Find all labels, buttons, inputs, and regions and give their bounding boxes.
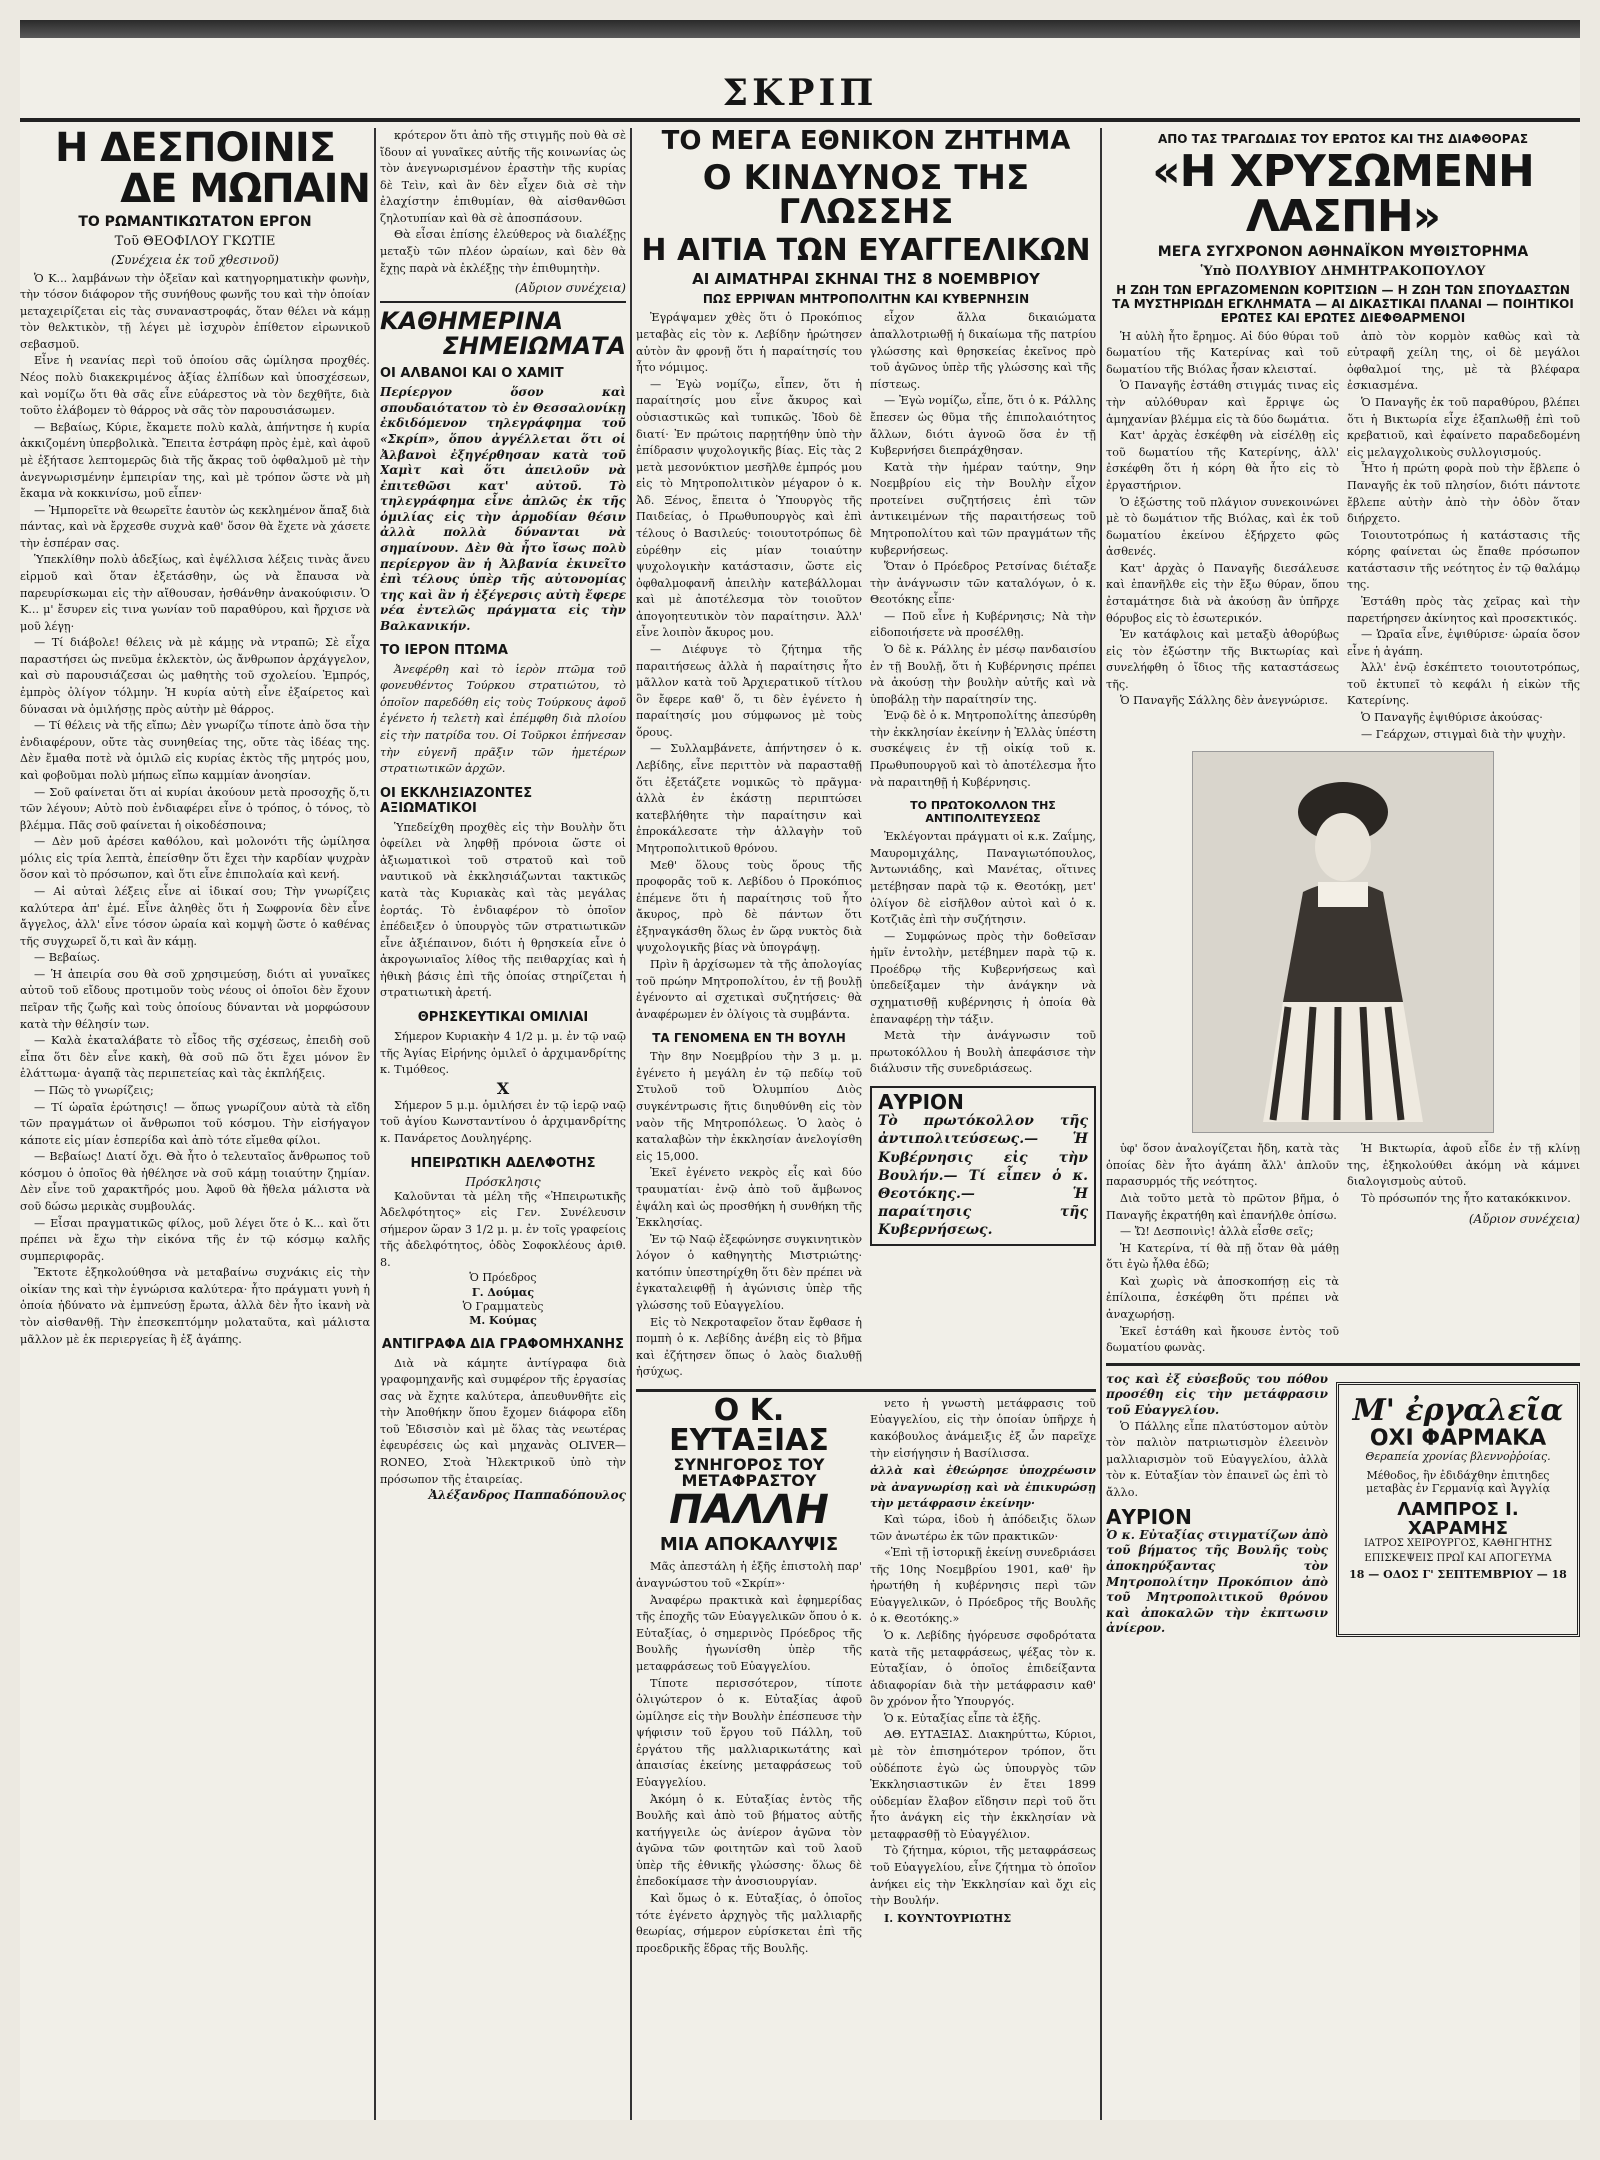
paragraph: Ὑπεκλίθην πολὺ ἀδεξίως, καὶ ἐψέλλισα λέξεις τινὰς ἄνευ εἱρμοῦ καὶ ὅταν ἐξετάσθην, ὡς νὰ ἔπαυσα νὰ παρευρίσκωμαι εἰς τὴν αἴθουσαν, ἠσθάνθην ἀνακούφισιν. Ὁ Κ... μ' ἔσυρεν εἰς τινα γωνίαν τοῦ παραθύρου, καὶ ἤρχισε νὰ μοῦ λέγῃ·	[20, 553, 370, 633]
ad-profession: ΙΑΤΡΟΣ ΧΕΙΡΟΥΡΓΟΣ, ΚΑΘΗΓΗΤΗΣ	[1364, 1537, 1552, 1549]
section-heading: ΤΑ ΓΕΝΟΜΕΝΑ ΕΝ ΤΗ ΒΟΥΛΗ	[652, 1031, 846, 1046]
section-rule	[636, 1389, 1096, 1392]
paragraph: — Βεβαίως! Διατί ὄχι. Θὰ ἦτο ὁ τελευταῖος ἄνθρωπος τοῦ κόσμου ὁ ὁποῖος θὰ ἠθέλησε νὰ σοῦ κάμῃ τοιαύτην ζημίαν. Δὲν εἶνε τοῦ χαρακτῆρός μου. Ἀφοῦ θὰ ἤθελα μάλιστα νὰ σοῦ δώσω μερικὰς συμβουλάς.	[20, 1150, 370, 1213]
paragraph: Καὶ χωρὶς νὰ ἀποσκοπήσῃ εἰς τὰ ἐπίλοιπα, ἐσκέφθη ὅτι πρέπει νὰ ἀναχωρήσῃ.	[1106, 1274, 1339, 1321]
paragraph: Εἰς τὸ Νεκροταφεῖον ὅταν ἔφθασε ἡ πομπὴ ὁ κ. Λεβίδης ἀνέβη εἰς τὸ βῆμα καὶ ἐζήτησεν ὅπως ὁ λαὸς διαλυθῇ ἡσύχως.	[636, 1315, 862, 1379]
item-heading: ΑΝΤΙΓΡΑΦΑ ΔΙΑ ΓΡΑΦΟΜΗΧΑΝΗΣ	[381, 1336, 625, 1352]
paragraph: Ἐκλέγονται πράγματι οἱ κ.κ. Ζαΐμης, Μαυρομιχάλης, Παναγιωτόπουλος, Ἀντωνιάδης, καὶ Μανέτας, οἵτινες μετέβησαν παρὰ τῷ κ. Θεοτόκῃ, μετ' ὀλίγον δὲ εἰσῆλθον αὐτοὶ καὶ ὁ κ. Κοτζιᾶς ἐπὶ τὴν συζήτησιν.	[870, 830, 1096, 927]
subhead: ΤΟ ΡΩΜΑΝΤΙΚΩΤΑΤΟΝ ΕΡΓΟΝ	[78, 213, 312, 230]
column-divider	[374, 128, 376, 2120]
headline: Ο ΚΙΝΔΥΝΟΣ ΤΗΣ ΓΛΩΣΣΗΣ	[702, 157, 1030, 233]
illustration-woman	[1192, 751, 1494, 1133]
kicker: ΤΟ ΜΕΓΑ ΕΘΝΙΚΟΝ ΖΗΤΗΜΑ	[661, 128, 1071, 156]
paragraph: — Ἡ ἀπειρία σου θὰ σοῦ χρησιμεύσῃ, διότι αἱ γυναῖκες αὐτοῦ τοῦ εἴδους προτιμοῦν τοὺς νέους οἱ ὁποῖοι δὲν ἔχουν πεῖραν τῆς ζωῆς καὶ τοὺς ὁποίους δύνανται νὰ μορφώσουν κατὰ τὴν θέλησίν των.	[20, 967, 370, 1031]
paragraph: Ἀκόμη ὁ κ. Εὐταξίας ἐντὸς τῆς Βουλῆς καὶ ἀπὸ τοῦ βήματος αὐτῆς κατήγγειλε ὡς ἀνίερον ἀγῶνα τὸν ἀγῶνα τῶν φοιτητῶν καὶ τοῦ λαοῦ ὑπὲρ τῆς ἐθνικῆς γλώσσης· ὅλως δὲ ἐπεδοκίμασε τὴν ἀνοσιουργίαν.	[636, 1792, 862, 1889]
section-rule	[1106, 1363, 1580, 1366]
paragraph: Ὁ δὲ κ. Ράλλης ἐν μέσῳ πανδαισίου ἐν τῇ Βουλῇ, ὅτι ἡ Κυβέρνησις πρέπει νὰ ἀκούσῃ τὴν βουλὴν αὐτῆς καὶ νὰ ὑποβάλῃ τὴν παραίτησίν της.	[870, 643, 1096, 706]
paragraph: Καὶ τώρα, ἰδοὺ ἡ ἀπόδειξις ὅλων τῶν ἀνωτέρω ἐκ τῶν πρακτικῶν·	[870, 1512, 1096, 1543]
item-heading: ΤΟ ΙΕΡΟΝ ΠΤΩΜΑ	[380, 642, 508, 658]
paragraph: Ὁ κ. Εὐταξίας εἶπε τὰ ἑξῆς.	[884, 1711, 1041, 1725]
paragraph: — Τί θέλεις νὰ τῆς εἴπω; Δὲν γνωρίζω τίποτε ἀπὸ ὅσα τὴν ἐνδιαφέρουν, οὔτε τὰς συνηθείας της, οὔτε τὰς ἰδέας της. Δὲν ἔμαθα ποτὲ νὰ ὁμιλῶ εἰς κυρίας ἐκτὸς τῆς μητρός μου, καὶ φοβοῦμαι πολὺ μήπως εἴπω καμμίαν ἀνοησίαν.	[20, 719, 370, 782]
paragraph: Ἐνῷ δὲ ὁ κ. Μητροπολίτης ἀπεσύρθη τὴν ἐκκλησίαν ἐκείνην ἡ Ἐλλὰς ὑπέστη συσκέψεις ἐν τῇ οἰκίᾳ τοῦ κ. Πρωθυπουργοῦ καὶ τὸ ἀποτέλεσμα ἦτο νὰ παραιτηθῇ ἡ Κυβέρνησις.	[870, 709, 1096, 789]
subcolumn-right	[1347, 329, 1580, 743]
item-body: Σήμερον Κυριακὴν 4 1/2 μ. μ. ἐν τῷ ναῷ τῆς Ἁγίας Εἰρήνης ὁμιλεῖ ὁ ἀρχιμανδρίτης κ. Τιμόθεος.	[380, 1030, 626, 1077]
tomorrow-text: Τὸ πρωτόκολλον τῆς ἀντιπολιτεύσεως.— Ἡ Κυβέρνησις εἰς τὴν Βουλήν.— Τί εἶπεν ὁ κ. Θεοτόκης.— Ἡ παραίτησις τῆς Κυβερνήσεως.	[878, 1113, 1088, 1239]
separator-x: X	[496, 1078, 510, 1098]
column-1	[20, 128, 370, 2120]
paragraph: Μᾶς ἀπεστάλη ἡ ἑξῆς ἐπιστολὴ παρ' ἀναγνώστου τοῦ «Σκρίπ»·	[636, 1560, 862, 1591]
paragraph: — Ὤ! Δεσποινὶς! ἀλλὰ εἶσθε σεῖς;	[1120, 1225, 1314, 1239]
bottom-left	[1106, 1372, 1328, 1637]
deck: Η ΖΩΗ ΤΩΝ ΕΡΓΑΖΟΜΕΝΩΝ ΚΟΡΙΤΣΙΩΝ — Η ΖΩΗ ΤΩΝ ΣΠΟΥΔΑΣΤΩΝ ΤΑ ΜΥΣΤΗΡΙΩΔΗ ΕΓΚΛΗΜΑΤΑ — ΑΙ ΔΙΚΑΣΤΙΚΑΙ ΠΛΑΝΑΙ — ΠΟΙΗΤΙΚΟΙ ΕΡΩΤΕΣ ΚΑΙ ΕΡΩΤΕΣ ΔΙΕΦΘΑΡΜΕΝΟΙ	[1112, 282, 1574, 325]
subcolumn-right	[1347, 1141, 1580, 1357]
item-body: Ἀνεφέρθη καὶ τὸ ἱερὸν πτῶμα τοῦ φονευθέντος Τούρκου στρατιώτου, τὸ ὁποῖον παρεδόθη εἰς τοὺς Τούρκους ἀφοῦ ἐγένετο ἡ τελετὴ καὶ ἐπέμφθη διὰ πλοίου εἰς τὴν πατρίδα του. Οἱ Τοῦρκοι ἐπήνεσαν τὴν εὐγενῆ πρᾶξιν τῶν ἡμετέρων στρατιωτικῶν ἀρχῶν.	[380, 662, 626, 776]
paragraph: Ὁ Κ... λαμβάνων τὴν ὀξεῖαν καὶ κατηγορηματικὴν φωνὴν, τὴν τόσον διάφορον τῆς συνήθους φωνῆς του καὶ τὴν ὁποίαν μεταχειρίζεται εἰς τὰς συναναστροφάς, ὅταν θέλει νὰ κάμῃ τὸν θελκτικὸν, τῇ λέγει μὲ ἰσχυρὸν ἐπίθετον εἰρωνικοῦ σεβασμοῦ.	[20, 271, 370, 351]
ad-name: ΛΑΜΠΡΟΣ Ι. ΧΑΡΑΜΗΣ	[1397, 1499, 1519, 1539]
paragraph: Μεθ' ὅλους τοὺς ὅρους τῆς προφορᾶς τοῦ κ. Λεβίδου ὁ Προκόπιος ἐπέμενε ὅτι ἡ παραίτησις τοῦ ἦτο ἄκυρος, πρὸ δὲ πάντων ὅτι ἐξηναγκάσθη ὅλως ἐν ὥρᾳ νυκτὸς διὰ ψυχολογικῆς βίας νὰ ὑπογράψῃ.	[636, 858, 862, 955]
item-heading: ΘΡΗΣΚΕΥΤΙΚΑΙ ΟΜΙΛΙΑΙ	[417, 1010, 589, 1026]
paragraph: νετο ἡ γνωστὴ μετάφρασις τοῦ Εὐαγγελίου, εἰς τὴν ὁποίαν ὑπῆρχε ἡ κακόβουλος ἀνάμειξις ἐξ ὧν παρεῖχε τὴν εἰσήγησιν ἡ Βασίλισσα.	[870, 1396, 1096, 1460]
masthead-rule	[20, 118, 1580, 122]
paragraph: Μετὰ τὴν ἀνάγνωσιν τοῦ πρωτοκόλλου ἡ Βουλὴ ἀπεφάσισε τὴν διάλυσιν τῆς συνεδριάσεως.	[870, 1029, 1096, 1076]
paragraph: Ἡ Κατερίνα, τί θὰ πῇ ὅταν θὰ μάθῃ ὅτι ἐγὼ ἦλθα ἐδῶ;	[1106, 1241, 1339, 1272]
column-2	[380, 128, 626, 2120]
novel-two-columns	[1106, 329, 1580, 743]
paragraph: ἀπὸ τὸν κορμὸν καθὼς καὶ τὰ εὐτραφῆ χείλη της, οἱ δὲ μεγάλοι ὀφθαλμοί της, μὲ τὰ βλέφαρα ἐσκιασμένα.	[1347, 329, 1580, 393]
paragraph: Ἀναφέρω πρακτικὰ καὶ ἐφημερίδας τῆς ἐποχῆς τῶν Εὐαγγελικῶν ὅπου ὁ κ. Εὐταξίας, ὁ σημερινὸς Πρόεδρος τῆς Βουλῆς ἠγωνίσθη ὑπὲρ τῆς μεταφράσεως τοῦ Εὐαγγελίου.	[636, 1593, 862, 1673]
paragraph: — Τί διάβολε! θέλεις νὰ μὲ κάμῃς νὰ ντραπῶ; Σὲ εἶχα παραστήσει ὡς πνεῦμα ἐκλεκτὸν, ὡς ἄνθρωπον ἀρχάγγελον, καὶ σὺ παρουσιάζεσαι ὡς μαθητὴς τοῦ σχολείου. Ἐμπρός, ἐμπρὸς ὀλίγον τόλμην. Ἡ κυρία αὐτὴ εἶνε ἐξαίρετος καὶ δύνασαι νὰ ὁμιλήσῃς πρὸς αὐτὴν μὲ θάρρος.	[20, 636, 370, 716]
section-heading: ΤΟ ΠΡΩΤΟΚΟΛΛΟΝ ΤΗΣ ΑΝΤΙΠΟΛΙΤΕΥΣΕΩΣ	[910, 799, 1056, 826]
item-body: Σήμερον 5 μ.μ. ὁμιλήσει ἐν τῷ ἱερῷ ναῷ τοῦ ἁγίου Κωνσταντίνου ὁ ἀρχιμανδρίτης κ. Πανάρετος Δουληγέρης.	[380, 1098, 626, 1145]
paragraph: Τὸ πρόσωπόν της ἦτο κατακόκκινον.	[1361, 1191, 1571, 1205]
subcolumn-left	[1106, 329, 1339, 743]
paragraph: Καὶ ὅμως ὁ κ. Εὐταξίας, ὁ ὁποῖος τότε ἐγένετο ἀρχηγὸς τῆς μαλλιαρῆς θεωρίας, σήμερον εὑρίσκεται ἐπὶ τῆς προεδρικῆς ἕδρας τῆς Βουλῆς.	[636, 1892, 862, 1955]
item-body-wrap	[380, 662, 626, 778]
subcolumn-left	[636, 310, 862, 1380]
subcolumn-left	[636, 1392, 862, 1957]
paragraph-emphasis: ἀλλὰ καὶ ἐθεώρησε ὑποχρέωσιν νὰ ἀναγνωρίσῃ καὶ νὰ ἐπικυρώσῃ τὴν μετάφρασιν ἐκείνην·	[870, 1463, 1096, 1511]
doctor-advert	[1336, 1382, 1580, 1637]
paragraph-emphasis: τος καὶ ἐξ εὐσεβοῦς του πόθου προσέθη εἰς τὴν μετάφρασιν τοῦ Εὐαγγελίου.	[1106, 1371, 1328, 1417]
paragraph: — Σοῦ φαίνεται ὅτι αἱ κυρίαι ἀκούουν μετὰ προσοχῆς ὅ,τι τῶν λέγουν; Αὐτὸ ποὺ ἐνδιαφέρει εἶνε ὁ τρόπος, ὁ τόνος, τὸ βλέμμα. Πᾶς σοῦ φαίνεται ἡ οἰκοδέσποινα;	[20, 785, 370, 832]
paragraph: «Ἐπὶ τῇ ἱστορικῇ ἐκείνῃ συνεδριάσει τῆς 10ης Νοεμβρίου 1901, καθ' ἣν ἠρωτήθη ἡ κυβέρνησις περὶ τῶν Εὐαγγελικῶν, ὁ Πρόεδρος τῆς Βουλῆς ὁ κ. Θεοτόκης.»	[870, 1546, 1096, 1626]
eutaxias-article	[636, 1392, 1096, 1957]
signature-name: Μ. Κούμας	[469, 1314, 537, 1328]
ad-line: Θεραπεία χρονίας βλεννοῤῥοίας.	[1365, 1450, 1551, 1464]
ad-hours: ΕΠΙΣΚΕΨΕΙΣ ΠΡΩΪ ΚΑΙ ΑΠΟΓΕΥΜΑ	[1364, 1552, 1552, 1564]
ad-title: Μ' ἐργαλεῖα	[1352, 1392, 1564, 1428]
paragraph: Ἐστάθη πρὸς τὰς χεῖρας καὶ τὴν παρετήρησεν ἀκίνητος καὶ προσεκτικός.	[1347, 595, 1580, 625]
continuation-note: (Συνέχεια ἐκ τοῦ χθεσινοῦ)	[111, 252, 279, 267]
section-title: ΣΗΜΕΙΩΜΑΤΑ	[442, 331, 626, 360]
headline: ΣΥΝΗΓΟΡΟΣ ΤΟΥ ΜΕΤΑΦΡΑΣΤΟΥ	[673, 1455, 825, 1491]
kicker: ΑΠΟ ΤΑΣ ΤΡΑΓΩΔΙΑΣ ΤΟΥ ΕΡΩΤΟΣ ΚΑΙ ΤΗΣ ΔΙΑΦΘΟΡΑΣ	[1157, 132, 1529, 146]
paragraph: Ὁ Παναγῆς ἐκ τοῦ παραθύρου, βλέπει ὅτι ἡ Βικτωρία εἶχε ἐξαπλωθῇ ἐπὶ τοῦ κρεβατιοῦ, καὶ ἐφαίνετο παραδεδομένη εἰς μελαγχολικοὺς συλλογισμούς.	[1347, 396, 1580, 459]
headline: «Η ΧΡΥΣΩΜΕΝΗ ΛΑΣΠΗ»	[1152, 146, 1534, 242]
item-body-wrap	[380, 1029, 626, 1147]
paragraph: Ἡ αὐλὴ ἦτο ἔρημος. Αἱ δύο θύραι τοῦ δωματίου τῆς Κατερίνας καὶ τοῦ δωματίου τῆς Βιόλας ἦσαν κλεισταί.	[1106, 329, 1339, 376]
paragraph: — Ὡραῖα εἶνε, ἐψιθύρισε· ὡραία ὅσον εἶνε ἡ ἀγάπη.	[1347, 628, 1580, 658]
signature-role: Ὁ Πρόεδρος	[469, 1271, 537, 1285]
subcolumn-right	[870, 1396, 1096, 1957]
woman-portrait-icon	[1193, 752, 1493, 1132]
item-body-wrap	[380, 820, 626, 1002]
headline: Ο Κ. ΕΥΤΑΞΙΑΣ	[669, 1392, 829, 1459]
paragraph: Ὁ Παναγῆς ἐστάθη στιγμάς τινας εἰς τὴν αὐλόθυραν καὶ ἔρριψε ὡς ἀμηχανίαν βλέμμα εἰς τὰ δύο δωμάτια.	[1106, 379, 1339, 426]
paragraph: — Βεβαίως.	[34, 951, 101, 965]
article-continuation	[380, 128, 626, 277]
headline: ΔΕ ΜΩΠΑΙΝ	[120, 165, 370, 212]
paragraph: Ὁ Πάλλης εἶπε πλατύστομον αὐτὸν τὸν παλιὸν πατριωτισμὸν ἐλεεινὸν μαλλιαρισμὸν τοῦ Εὐαγγελίου, ἀλλὰ τὸν κ. Εὐταξίαν τὸν ἐπαινεῖ ὡς ἐπὶ τὸ ἄλλο.	[1106, 1419, 1328, 1499]
ad-address: 18 — ΟΔΟΣ Γ' ΣΕΠΤΕΜΒΡΙΟΥ — 18	[1349, 1567, 1567, 1581]
ad-text: Μέθοδος, ἣν ἐδιδάχθην ἐπιτηδες μεταβὰς ἐν Γερμανίᾳ καὶ Ἀγγλίᾳ	[1365, 1469, 1551, 1496]
paragraph: Κατ' ἀρχὰς ἐσκέφθη νὰ εἰσέλθῃ εἰς τοῦ δωματίου τῆς Κατερίνης, ἀλλ' ἐσκέφθη ὅτι ἡ κόρη θὰ ἦτο εἰς τὸ ἐργαστήριον.	[1106, 429, 1339, 492]
paragraph: κρότερον ὅτι ἀπὸ τῆς στιγμῆς ποὺ θὰ σὲ ἴδουν αἱ γυναῖκες αὐτῆς τῆς κοινωνίας ὡς τὸν ἀνεγνωρισμένον ἐραστὴν τῆς κυρίας δὲ Τεὶν, καὶ ἂν δὲν εἶχεν διὰ σὲ τὴν ἐλαχίστην ἐπιθυμίαν, θὰ αἰσθανθῶσι ζηλοτυπίαν καὶ θὰ σὲ ἀποσπάσουν.	[380, 129, 626, 225]
column-divider	[1100, 128, 1102, 2120]
paragraph: Τὸ ζήτημα, κύριοι, τῆς μεταφράσεως τοῦ Εὐαγγελίου, εἶνε ζήτημα τὸ ὁποῖον ἀνήκει εἰς τὴν Ἐκκλησίαν καὶ ὄχι εἰς τὴν Βουλήν.	[870, 1844, 1096, 1908]
byline: Ὑπὸ ΠΟΛΥΒΙΟΥ ΔΗΜΗΤΡΑΚΟΠΟΥΛΟΥ	[1200, 263, 1486, 279]
item-body: Περίεργον ὅσον καὶ σπουδαιότατον τὸ ἐν Θεσσαλονίκῃ ἐκδιδόμενον τηλεγράφημα τοῦ «Σκρίπ», ὅπου ἀγγέλλεται ὅτι οἱ Ἀλβανοὶ ἐξηγέρθησαν κατὰ τοῦ Χαμὶτ καὶ ὅτι ἀπειλοῦν νὰ ἐπιτεθῶσι κατ' αὐτοῦ. Τὸ τηλεγράφημα εἶνε ἀπλῶς ἐκ τῆς ὁμιλίας εἰς τὴν ἁρμοδίαν θέσιν ἀλλὰ πολλὰ δύνανται νὰ σημαίνουν. Δὲν θὰ ἦτο ἴσως πολὺ περίεργον ἂν ἡ Ἀλβανία ἐκινεῖτο ἐπὶ τέλους ὑπὲρ τῆς αὐτονομίας της καὶ ἂν ἡ ἐξέγερσις αὐτὴ ἔφερε νέα ἐντελῶς πράγματα εἰς τὴν Βαλκανικήν.	[380, 385, 626, 634]
subcolumn-left	[1106, 1141, 1339, 1357]
newspaper-page	[20, 20, 1580, 2120]
paragraph: Ὁ ἐξώστης τοῦ πλάγιον συνεκοινώνει μὲ τὸ δωμάτιον τῆς Βιόλας, καὶ ἐκ τοῦ δωματίου ἐκείνου ἐξήρχετο φῶς ἀσθενές.	[1106, 495, 1339, 559]
signature-name: Γ. Δούμας	[471, 1285, 535, 1299]
item-body-wrap	[380, 1189, 626, 1272]
paragraph: Ἐκεῖ ἐγένετο νεκρὸς εἷς καὶ δύο τραυματίαι· ἐνῷ ἀπὸ τοῦ ἄμβωνος ἐψάλη καὶ ὡς προσθήκη ἡ συνθήκη τῆς Ἐκκλησίας.	[636, 1166, 862, 1230]
paragraph: Τὴν 8ην Νοεμβρίου τὴν 3 μ. μ. ἐγένετο ἡ μεγάλη ἐν τῷ πεδίῳ τοῦ Στυλοῦ τοῦ Ὀλυμπίου Διὸς συγκέντρωσις ἥτις διηυθύνθη εἰς τὸν ναὸν τῆς Μητροπόλεως. Ὁ λαὸς ὁ καταλαβὼν τὴν ἐκκλησίαν ἀνελογίσθη εἰς 15,000.	[636, 1050, 862, 1163]
column-divider	[630, 128, 632, 2120]
paragraph: Ἐγράψαμεν χθὲς ὅτι ὁ Προκόπιος μεταβὰς εἰς τὸν κ. Λεβίδην ἠρώτησεν αὐτὸν ἂν φρονῇ ὅτι ἡ παραίτησίς του ἦτο νόμιμος.	[636, 311, 862, 375]
section-rule	[380, 301, 626, 303]
ad-subtitle: ΟΧΙ ΦΑΡΜΑΚΑ	[1369, 1425, 1547, 1451]
headline: Η ΔΕΣΠΟΙΝΙΣ	[54, 128, 336, 171]
paragraph: — Ἐγὼ νομίζω, εἶπεν, ὅτι ἡ παραίτησίς μου εἶνε ἄκυρος καὶ οὐσιαστικῶς καὶ τυπικῶς. Ἰδοὺ δὲ διατί· Ἐν πρώτοις παρῃτήθην ὑπὸ τὴν ἐπίδρασιν ψυχολογικῆς βίας. Εἰς τὰς 2 μετὰ μεσονύκτιον μεσῆλθε ἐμπρός μου εἰς τὸ Μητροπολιτικὸν μέγαρον ὁ κ. Ἀδ. Ξένος, ἔπειτα ὁ Ὑπουργὸς τῆς Παιδείας, ὁ Πρωθυπουργὸς καὶ ἐπὶ τέλους ὁ Βασιλεύς· τοιουτοτρόπως δὲ εὑρέθην εἰς μίαν τοιαύτην ψυχολογικὴν κατάστασιν, ὥστε εἰς ὀφθαλμοφανῆ ἀπειλὴν κατεβάλλομαι καὶ μὲ ἀποτέλεσμα τὸν τοιοῦτον ἀπογοητευτικὸν τὸν παραίτησιν. Ἀλλ' εἶνε λοιπὸν ἄκυρος μου.	[636, 377, 862, 640]
bottom-section	[1106, 1372, 1580, 1637]
paragraph: ΑΘ. ΕΥΤΑΞΙΑΣ. Διακηρύττω, Κύριοι, μὲ τὸν ἐπισημότερον τρόπον, ὅτι οὐδέποτε ἐγὼ ὡς ὑπουργὸς τῶν Ἐκκλησιαστικῶν ἐν ἔτει 1899 οὐδεμίαν ἔλαβον εἴδησιν περὶ τοῦ ὅτι ἦτο ἀνάγκη εἰς τὴν ἐκκλησίαν νὰ μεταφρασθῇ τὸ Εὐαγγέλιον.	[870, 1728, 1096, 1841]
column-3	[636, 128, 1096, 2120]
paragraph: Ὅταν ὁ Πρόεδρος Ρετσίνας διέταξε τὴν ἀνάγνωσιν τῶν καταλόγων, ὁ κ. Θεοτόκης εἶπε·	[870, 560, 1096, 607]
paragraph: Πρὶν ἢ ἀρχίσωμεν τὰ τῆς ἀπολογίας τοῦ πρώην Μητροπολίτου, ἐν τῇ βουλῇ ἐγένοντο αἱ σχετικαὶ συζητήσεις· θὰ ἀναφέρωμεν ἐν ὀλίγοις τὰ συμβάντα.	[636, 958, 862, 1021]
subhead: ΜΕΓΑ ΣΥΓΧΡΟΝΟΝ ΑΘΗΝΑΪΚΟΝ ΜΥΘΙΣΤΟΡΗΜΑ	[1157, 243, 1529, 260]
section-title: ΚΑΘΗΜΕΡΙΝΑ	[380, 307, 564, 336]
paragraph: Ἐν κατάφλοις καὶ μεταξὺ ἀθορύβως εἰς τὸν ἐξώστην τῆς Βικτωρίας καὶ συνελήφθη ὁ ἴδιος τῆς καταστάσεως τῆς.	[1106, 628, 1339, 691]
paragraph: Κατὰ τὴν ἡμέραν ταύτην, 9ην Νοεμβρίου εἰς τὴν Βουλὴν εἶχον προτείνει συζητήσεις ἐπὶ τῶν ἀντικειμένων τῆς παραιτήσεως τοῦ Μητροπολίτου καὶ τῶν πραγμάτων τῆς κυβερνήσεως.	[870, 460, 1096, 557]
paragraph: — Δὲν μοῦ ἀρέσει καθόλου, καὶ μολονότι τῆς ὡμίλησα μόλις εἰς τρία λεπτὰ, ἐπείσθην ὅτι ἔχει τὴν καρδίαν ψυχρὰν ὅσον καὶ τὸ πρόσωπον, καὶ ὅτι εἶνε ἐπιπολαία καὶ κενή.	[20, 835, 370, 882]
article-body	[20, 271, 370, 1349]
paragraph: Ἀλλ' ἐνῷ ἐσκέπτετο τοιουτοτρόπως, τοῦ ἐκτυπεῖ τὸ κεφάλι ἡ εἰκὼν τῆς Κατερίνης.	[1347, 661, 1580, 708]
paragraph: Τίποτε περισσότερον, τίποτε ὀλιγώτερον ὁ κ. Εὐταξίας ἀφοῦ ὡμίλησε εἰς τὴν Βουλὴν ἐπέσπευσε τὴν ψήφισιν τοῦ ἔργου τοῦ Πάλλη, τοῦ ἐργάτου τῆς μαλλιαρικωτάτης καὶ ἀπαισίας ἐκείνης μεταφράσεως τοῦ Εὐαγγελίου.	[636, 1676, 862, 1789]
paragraph: Ἔκτοτε ἐξηκολούθησα νὰ μεταβαίνω συχνάκις εἰς τὴν οἰκίαν της καὶ τὴν ἐγνώρισα καλύτερα· ἦτο πράγματι γυνὴ ἡ ὁποία ἠδύνατο νὰ ἐμπνεύσῃ ἔρωτα, ἀλλὰ δὲν ἦτο ἱκανὴ νὰ τὸν αἰσθανθῇ. Τὴν ἐπεσκεπτόμην μολαταῦτα, καὶ μάλιστα μᾶλλον μὲ ἐκ περιεργείας ἢ ἐξ ἀγάπης.	[20, 1266, 370, 1346]
paragraph: Εἶνε ἡ νεανίας περὶ τοῦ ὁποίου σᾶς ὡμίλησα προχθές. Νέος πολὺ διακεκριμένος ἀξίας ἐλπίδων καὶ ὑποσχέσεων, καὶ νομίζω ὅτι θὰ σᾶς εἶνε εὐάρεστος νὰ τὸν δεχθῆτε, διὰ τοῦτο ἐλάβομεν τὸ θάρρος νὰ σᾶς τὸν παρουσιάσωμεν.	[20, 354, 370, 418]
paragraph: Ὁ Παναγῆς ἐψιθύρισε ἀκούσας·	[1361, 711, 1543, 725]
continuation-note: (Αὔριον συνέχεια)	[1468, 1211, 1580, 1226]
paragraph: Ὁ κ. Λεβίδης ἠγόρευσε σφοδρότατα κατὰ τῆς μεταφράσεως, ψέξας τὸν κ. Εὐταξίαν, ὁ ὁποῖος ἐπιδείξαντα ἀδιαφορίαν διὰ τὴν μετάφρασιν καθ' ὃν χρόνον ἦτο Ὑπουργός.	[870, 1628, 1096, 1709]
item-body-wrap	[380, 1356, 626, 1489]
tomorrow-heading: ΑΥΡΙΟΝ	[1106, 1505, 1192, 1530]
signature: Ι. ΚΟΥΝΤΟΥΡΙΩΤΗΣ	[884, 1910, 1012, 1925]
article-two-columns	[636, 310, 1096, 1380]
paragraph: — Πῶς τὸ γνωρίζεις;	[34, 1083, 154, 1097]
item-body: Διὰ νὰ κάμητε ἀντίγραφα διὰ γραφομηχανῆς καὶ συμφέρον τῆς ἐργασίας σας νὰ ἔχητε καλύτερα, ἀπευθυνθῆτε εἰς τὴν Ἀποθήκην ὅπου ἔχομεν διάφορα εἴδη τοῦ Ἐδισσιὸν καὶ μὲ ὅλας τὰς νεωτέρας ἐφευρέσεις ὡς καὶ μηχανὰς OLIVER—RONEO, Στοὰ Ἠλεκτρικοῦ ὑπὸ τὴν πρόσωπον τῆς ἐταιρείας.	[380, 1356, 626, 1486]
tomorrow-box	[870, 1086, 1096, 1246]
paragraph: — Διέφυγε τὸ ζήτημα τῆς παραιτήσεως ἀλλὰ ἡ παραίτησις ἦτο μᾶλλον κατὰ τοῦ Ἀρχιερατικοῦ τίτλου ὃν ἔφερε καθ' ὅ, τι δὲν ἐγένετο ἡ παραίτησίς μου σύμφωνος μὲ τοὺς ὅρους.	[636, 643, 862, 739]
deck: ΠΩΣ ΕΡΡΙΨΑΝ ΜΗΤΡΟΠΟΛΙΤΗΝ ΚΑΙ ΚΥΒΕΡΝΗΣΙΝ	[702, 292, 1030, 307]
paragraph: Ἐν τῷ Ναῷ ἐξεφώνησε συγκινητικὸν λόγον ὁ καθηγητὴς Μιστριώτης· κατόπιν ὑπεστηρίχθη ὅτι δὲν πρέπει νὰ ἐγκαταλειφθῇ ἡ ἀγώνισις ὑπὲρ τῆς γλώσσης τοῦ Εὐαγγελίου.	[636, 1232, 862, 1312]
paragraph: Διὰ τοῦτο μετὰ τὸ πρῶτον βῆμα, ὁ Παναγῆς ἐκρατήθη καὶ ἐπανήλθε ὀπίσω.	[1106, 1191, 1339, 1222]
paragraph: — Καλὰ ἐκαταλάβατε τὸ εἶδος τῆς σχέσεως, ἐπειδὴ σοῦ εἶπα ὅτι δὲν εἶνε κακὴ, θὰ σοῦ πῶ ὅτι ἔχει μόνον ἓν ἐλάττωμα· ἀγαπᾷ τὰς περιπετείας καὶ τὰς ἐκπλήξεις.	[20, 1034, 370, 1081]
item-body: Καλοῦνται τὰ μέλη τῆς «Ἠπειρωτικῆς Ἀδελφότητος» εἰς Γεν. Συνέλευσιν σήμερον ὥραν 3 1/2 μ. μ. ἐν τοῖς γραφείοις τῆς ἀδελφότητος, ὁδὸς Σοφοκλέους ἀριθ. 8.	[380, 1189, 626, 1269]
paragraph: Ὁ Παναγῆς Σάλλης δὲν ἀνεγνώρισε.	[1120, 694, 1329, 708]
paragraph: Ἡ Βικτωρία, ἀφοῦ εἶδε ἐν τῇ κλίνῃ της, ἐξηκολούθει ἀκόμη νὰ κάμνει διαλογισμοὺς αὐτοῦ.	[1347, 1142, 1580, 1189]
continuation-note: (Αὔριον συνέχεια)	[514, 281, 626, 296]
paragraph: ὑφ' ὅσον ἀναλογίζεται ἤδη, κατὰ τὰς ὁποίας δὲν ἦτο ἀγάπη ἄλλ' ἀπλοῦν παρασυρμός τῆς νεότητος.	[1106, 1142, 1339, 1189]
paragraph: — Βεβαίως, Κύριε, ἔκαμετε πολὺ καλὰ, ἀπήντησε ἡ κυρία ἀκκιζομένη ὑπερβολικὰ. Ἔπειτα ἐστράφη πρὸς ἐμὲ, καὶ ἀφοῦ μὲ ἐξήτασε λεπτομερῶς διὰ τῆς ἄκρας τοῦ ὀφθαλμοῦ μὲ τὴν ἀνεγνωρισμένην ἐμπειρίαν της, καὶ μὲ τρόπον ὥστε νὰ μὴ ἔκαμα νὰ κοκκινίσω, μοῦ εἶπεν·	[20, 420, 370, 501]
paragraph: — Ἐγὼ νομίζω, εἶπε, ὅτι ὁ κ. Ράλλης ἔπεσεν ὡς θῦμα τῆς ἐπιπολαιότητος ἄλλων, διότι ἀγνοῶ ὅσα ἐν τῇ Κυβερνήσει διεπράχθησαν.	[870, 394, 1096, 458]
paragraph: — Συμφώνως πρὸς τὴν δοθεῖσαν ἡμῖν ἐντολὴν, μετέβημεν παρὰ τῷ κ. Προέδρῳ τῆς Κυβερνήσεως καὶ ὑπεδείξαμεν τὴν ἀνάγκην νὰ σχηματισθῇ κυβέρνησις ἡ ὁποία θὰ ἐπαναφέρῃ τὴν τάξιν.	[870, 929, 1096, 1026]
article-body	[636, 1559, 862, 1957]
paragraph: — Αἱ αὐταὶ λέξεις εἶνε αἱ ἰδικαί σου; Τὴν γνωρίζεις καλύτερα ἀπ' ἐμέ. Εἶνε ἀληθὲς ὅτι ἡ Σωφρονία δὲν εἶνε ἄγγελος, ἀλλ' εἶνε τόσον ὡραία καὶ κομψὴ ὥστε ὁ καθένας τῆς συγχωρεῖ ὅ,τι καὶ ἂν κάμῃ.	[20, 884, 370, 948]
paragraph: Κατ' ἀρχὰς ὁ Παναγῆς διεσάλευσε καὶ ἐπανῆλθε εἰς τὴν ἔξω θύραν, ὅπου ἐσταμάτησε διὰ νὰ ἀκούσῃ ἂν ὑπῆρχε θόρυβος εἰς τὸ ἐσωτερικόν.	[1106, 561, 1339, 625]
subcolumn-right	[870, 310, 1096, 1380]
tomorrow-heading: ΑΥΡΙΟΝ	[878, 1089, 964, 1114]
paragraph: — Εἶσαι πραγματικῶς φίλος, μοῦ λέγει ὅτε ὁ Κ... καὶ ὅτι πρέπει νὰ ἔχω τὴν εἰκόνα τῆς ἐν τῷ κόσμῳ καλῆς συμπεριφορᾶς.	[20, 1216, 370, 1263]
paragraph: — Γεάρχων, στιγμαὶ διὰ τὴν ψυχὴν.	[1361, 727, 1566, 741]
paragraph: — Ἠμπορεῖτε νὰ θεωρεῖτε ἑαυτὸν ὡς κεκλημένον ἅπαξ διὰ πάντας, καὶ νὰ ἔρχεσθε συχνὰ καθ' ὅσον θὰ ἔχετε νὰ χάσετε τὴν ἑσπέραν σας.	[20, 503, 370, 550]
paragraph-wrap	[1106, 1419, 1328, 1502]
item-body: Ὑπεδείχθη προχθὲς εἰς τὴν Βουλὴν ὅτι ὀφείλει νὰ ληφθῇ πρόνοια ὥστε οἱ ἀξιωματικοὶ τοῦ στρατοῦ καὶ τοῦ ναυτικοῦ νὰ ἐκκλησιάζωνται τακτικῶς κατὰ τὰς Κυριακὰς καὶ τὰς μεγάλας ἑορτάς. Τὸ ἐνδιαφέρον τὸ ὁποῖον ἐπέδειξεν ὁ ὑπουργὸς τῶν στρατιωτικῶν εἶνε ἀξιέπαινον, διότι ἡ θρησκεία εἶνε ὁ ἀκρογωνιαῖος λίθος τῆς πειθαρχίας καὶ ἡ ἠθικὴ βάσις ἐπὶ τῆς ὁποίας στηρίζεται ἡ στρατιωτικὴ ἀρετή.	[380, 820, 626, 1000]
novel-continued	[1106, 1141, 1580, 1357]
item-heading: ΗΠΕΙΡΩΤΙΚΗ ΑΔΕΛΦΟΤΗΣ	[410, 1155, 596, 1171]
item-heading: ΟΙ ΕΚΚΛΗΣΙΑΖΟΝΤΕΣ ΑΞΙΩΜΑΤΙΚΟΙ	[380, 785, 533, 816]
top-scan-band	[20, 20, 1580, 38]
deck: ΑΙ ΑΙΜΑΤΗΡΑΙ ΣΚΗΝΑΙ ΤΗΣ 8 ΝΟΕΜΒΡΙΟΥ	[692, 270, 1040, 289]
invitation-title: Πρόσκλησις	[465, 1174, 541, 1189]
masthead: ΣΚΡΙΠ	[722, 72, 878, 114]
tomorrow-text: Ὁ κ. Εὐταξίας στιγματίζων ἀπὸ τοῦ βήματος τῆς Βουλῆς τοὺς ἀποκηρύξαντας τὸν Μητροπολίτην Προκόπιον ἀπὸ τοῦ Μητροπολιτικοῦ θρόνου καὶ ἀποκαλῶν τὴν ἐκπτωσιν ἀνίερον.	[1106, 1527, 1328, 1636]
headline: ΠΑΛΛΗ	[669, 1486, 829, 1533]
advert-signature: Ἀλέξανδρος Παππαδόπουλος	[428, 1488, 626, 1503]
paragraph: Ἐκεῖ ἐστάθη καὶ ἤκουσε ἐντὸς τοῦ δωματίου φωνὰς.	[1106, 1324, 1339, 1355]
signature-role: Ὁ Γραμματεὺς	[462, 1300, 544, 1313]
paragraph: εἶχον ἄλλα δικαιώματα ἀπαλλοτριωθῇ ἡ δικαίωμα τῆς πατρίου γλώσσης καὶ θρησκείας ἐκεῖνος πρὸ τοῦ ἀγῶνος ὑπὲρ τῆς γλώσσης καὶ τῆς πίστεως.	[870, 311, 1096, 391]
deck: ΜΙΑ ΑΠΟΚΑΛΥΨΙΣ	[659, 1534, 839, 1556]
paragraph: — Συλλαμβάνετε, ἀπήντησεν ὁ κ. Λεβίδης, εἶνε περιττὸν νὰ παρασταθῇ ὅτι ἐξετάζετε νομικῶς τὸ πρᾶγμα· ἀλλὰ ἐν ἑκάστῃ περιπτώσει κατεβλήθητε τὴν παραίτησιν καὶ ἐπροκάλεσατε τὴν ἀλλαγὴν τοῦ Μητροπολιτικοῦ θρόνου.	[636, 742, 862, 855]
paragraph: Ἦτο ἡ πρώτη φορὰ ποὺ τὴν ἔβλεπε ὁ Παναγῆς ἐκ τοῦ πλησίον, διότι πάντοτε ἔβλεπε αὐτὴν ἀπὸ τὴν ὁδὸν ὅταν διήρχετο.	[1347, 462, 1580, 526]
paragraph: — Τί ὡραῖα ἐρώτησις! — ὅπως γνωρίζουν αὐτὰ τὰ εἴδη τῶν πραγμάτων οἱ ἄνθρωποι τοῦ κόσμου. Τὴν εἰσήγαγον κάποτε εἰς μίαν ἑσπερίδα καὶ ἀπὸ τότε εἴμεθα φίλοι.	[20, 1100, 370, 1147]
column-4	[1106, 128, 1580, 2120]
byline: Τοῦ ΘΕΟΦΙΛΟΥ ΓΚΩΤΙΕ	[114, 233, 276, 249]
signatures	[380, 1271, 626, 1328]
paragraph: — Ποῦ εἶνε ἡ Κυβέρνησις; Νὰ τὴν εἰδοποιήσετε νὰ προσέλθῃ.	[870, 609, 1096, 640]
item-heading: ΟΙ ΑΛΒΑΝΟΙ ΚΑΙ Ο ΧΑΜΙΤ	[380, 366, 564, 382]
headline: Η ΑΙΤΙΑ ΤΩΝ ΕΥΑΓΓΕΛΙΚΩΝ	[641, 232, 1091, 268]
paragraph: Τοιουτοτρόπως ἡ κατάστασις τῆς κόρης φαίνεται ὡς ἔπαθε πρόσωπον κατάστασιν τῆς νεότητος ἐν τῷ θαλάμῳ της.	[1347, 528, 1580, 592]
paragraph: Θὰ εἶσαι ἐπίσης ἐλεύθερος νὰ διαλέξῃς μεταξὺ τῶν πλέον ὡραίων, καὶ δὲν θὰ ἔχῃς παρὰ νὰ ἐκλέξῃς τὴν ἐπιθυμητὴν.	[380, 228, 626, 275]
